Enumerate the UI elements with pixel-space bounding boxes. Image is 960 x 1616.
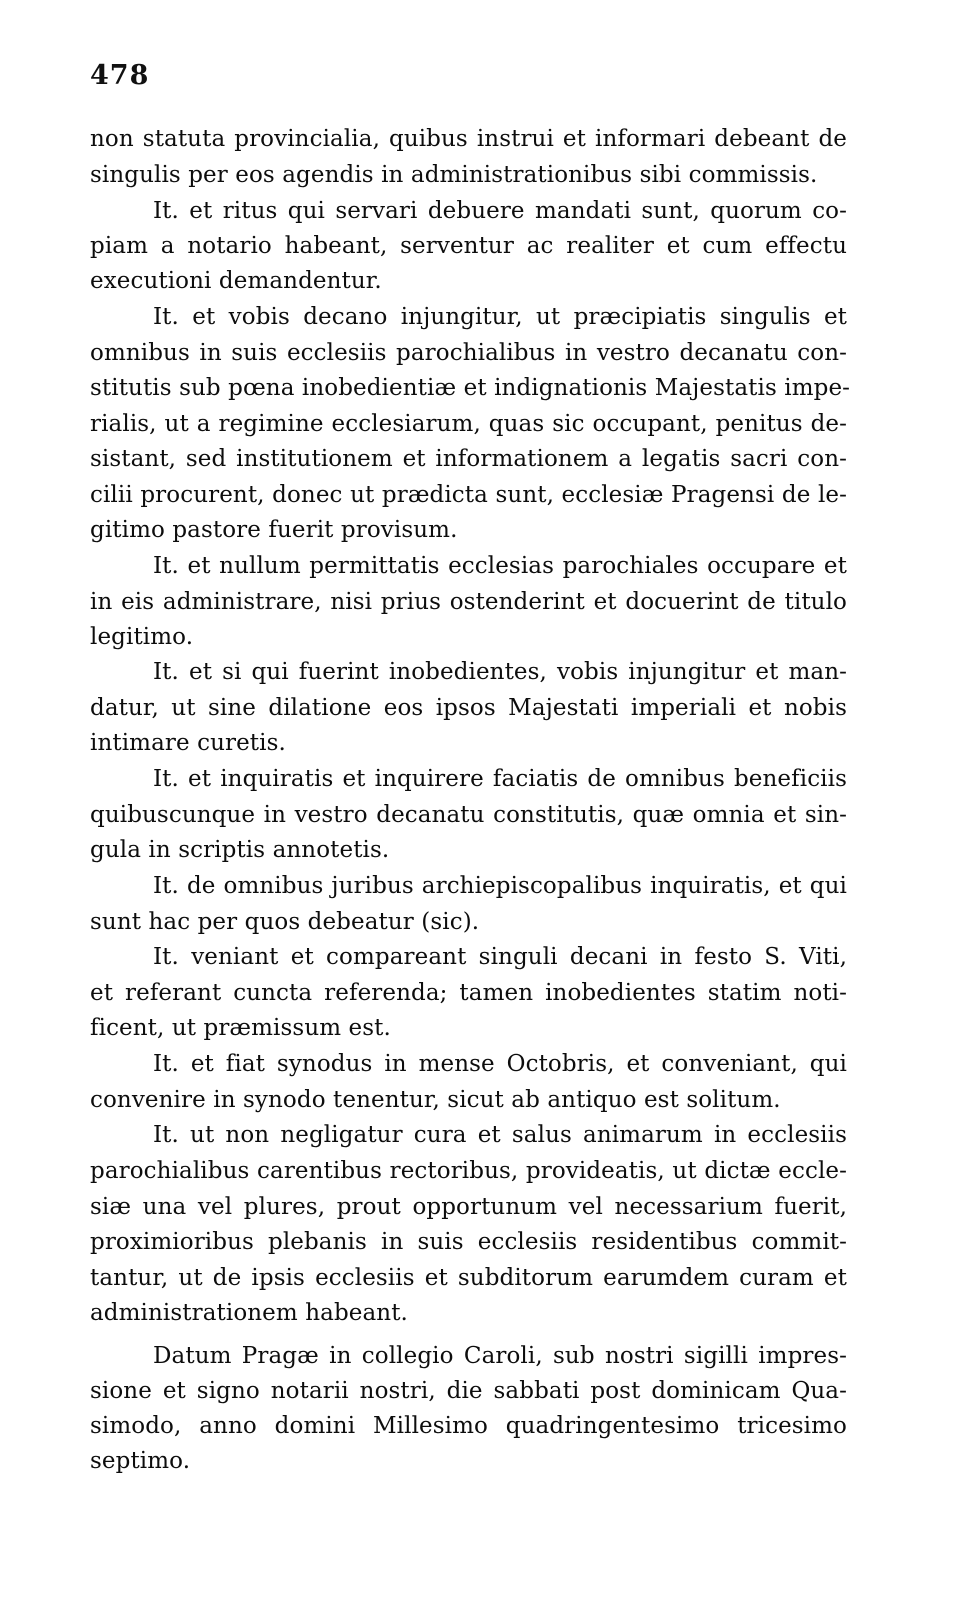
text-line: executioni demandentur. bbox=[90, 268, 382, 294]
text-line: et referant cuncta referenda; tamen inobedientes statim noti- bbox=[90, 980, 847, 1006]
text-line: administrationem habeant. bbox=[90, 1300, 408, 1326]
text-line: septimo. bbox=[90, 1448, 191, 1474]
page-number: 478 bbox=[90, 60, 150, 91]
text-line: It. de omnibus juribus archiepiscopalibus inquiratis, et qui bbox=[153, 873, 847, 899]
text-line: non statuta provincialia, quibus instrui et informari debeant de bbox=[90, 126, 847, 152]
text-line: stitutis sub pœna inobedientiæ et indignationis Majestatis impe- bbox=[90, 375, 851, 401]
text-line: It. et nullum permittatis ecclesias parochiales occupare et bbox=[153, 553, 847, 579]
text-line: It. et ritus qui servari debuere mandati sunt, quorum co- bbox=[153, 198, 847, 224]
text-line: singulis per eos agendis in administrationibus sibi commissis. bbox=[90, 162, 818, 188]
text-line: parochialibus carentibus rectoribus, provideatis, ut dictæ eccle- bbox=[90, 1158, 847, 1184]
text-line: It. et vobis decano injungitur, ut præcipiatis singulis et bbox=[153, 304, 847, 330]
text-line: simodo, anno domini Millesimo quadringentesimo tricesimo bbox=[90, 1413, 847, 1439]
text-line: Datum Pragæ in collegio Caroli, sub nostri sigilli impres- bbox=[153, 1343, 847, 1369]
text-line: legitimo. bbox=[90, 624, 194, 650]
text-line: It. et inquiratis et inquirere faciatis de omnibus beneficiis bbox=[153, 766, 847, 792]
text-line: sione et signo notarii nostri, die sabbati post dominicam Qua- bbox=[90, 1378, 847, 1404]
text-line: rialis, ut a regimine ecclesiarum, quas sic occupant, penitus de- bbox=[90, 411, 847, 437]
text-line: in eis administrare, nisi prius ostenderint et docuerint de titulo bbox=[90, 589, 847, 615]
text-line: gula in scriptis annotetis. bbox=[90, 837, 390, 863]
text-line: It. veniant et compareant singuli decani in festo S. Viti, bbox=[153, 944, 847, 970]
text-line: sistant, sed institutionem et informationem a legatis sacri con- bbox=[90, 446, 847, 472]
text-line: intimare curetis. bbox=[90, 730, 286, 756]
text-line: convenire in synodo tenentur, sicut ab antiquo est solitum. bbox=[90, 1087, 781, 1113]
text-line: tantur, ut de ipsis ecclesiis et subditorum earumdem curam et bbox=[90, 1265, 847, 1291]
text-line: It. et fiat synodus in mense Octobris, et conveniant, qui bbox=[153, 1051, 847, 1077]
text-line: gitimo pastore fuerit provisum. bbox=[90, 517, 458, 543]
text-line: ficent, ut præmissum est. bbox=[90, 1015, 391, 1041]
text-line: cilii procurent, donec ut prædicta sunt, ecclesiæ Pragensi de le- bbox=[90, 482, 847, 508]
text-line: It. ut non negligatur cura et salus animarum in ecclesiis bbox=[153, 1122, 847, 1148]
text-line: piam a notario habeant, serventur ac realiter et cum effectu bbox=[90, 233, 847, 259]
text-line: siæ una vel plures, prout opportunum vel necessarium fuerit, bbox=[90, 1194, 847, 1220]
text-line: datur, ut sine dilatione eos ipsos Majestati imperiali et nobis bbox=[90, 695, 847, 721]
text-line: proximioribus plebanis in suis ecclesiis residentibus commit- bbox=[90, 1229, 847, 1255]
text-line: quibuscunque in vestro decanatu constitutis, quæ omnia et sin- bbox=[90, 802, 847, 828]
text-line: It. et si qui fuerint inobedientes, vobis injungitur et man- bbox=[153, 659, 847, 685]
text-line: sunt hac per quos debeatur (sic). bbox=[90, 909, 480, 935]
text-line: omnibus in suis ecclesiis parochialibus in vestro decanatu con- bbox=[90, 340, 847, 366]
